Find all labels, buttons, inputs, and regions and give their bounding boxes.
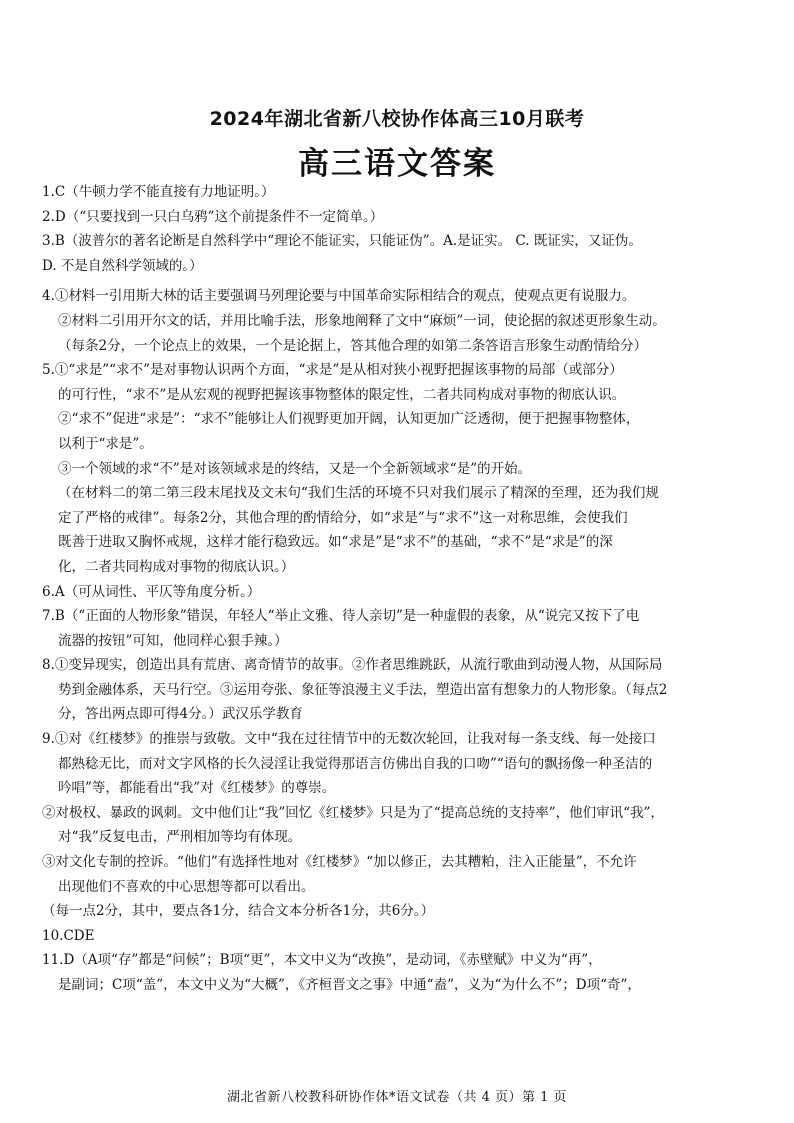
answer-7-line-2: 流器的按钮”可知，他同样心狠手辣。） [58,632,288,649]
answer-1: 1.C（牛顿力学不能直接有力地证明。） [42,184,275,200]
answer-8-line-3: 分，答出两点即可得4分。）武汉乐学教育 [58,706,303,723]
page-title: 高三语文答案 [298,146,496,182]
answer-2: 2.D（“只要找到一只白乌鸦”这个前提条件不一定简单。） [42,208,384,225]
answer-11-line-2: 是副词；C项“盖”，本文中义为“大概”，《齐桓晋文之事》中通“盍”，义为“为什么不”；D项“奇”， [58,977,641,993]
answer-6: 6.A（可从词性、平仄等角度分析。） [42,583,261,600]
answer-5-line-4: 以利于“求是”。 [58,435,153,452]
answer-5-line-9: 化，二者共同构成对事物的彻底认识。） [58,558,295,575]
answer-9-line-5: 对“我”反复电击，严刑相加等均有体现。 [58,829,302,846]
answer-7-line-1: 7.B（“正面的人物形象”错误，年轻人“举止文雅、待人亲切”是一种虚假的表象，从“说完又按下了电 [42,608,640,625]
exam-title: 2024年湖北省新八校协作体高三10月联考 [209,108,585,130]
answer-10: 10.CDE [42,927,95,944]
answer-5-line-6: （在材料二的第二第三段末尾找及文末句“我们生活的环境不只对我们展示了精深的至理，还为我们规 [58,485,659,502]
page-footer: 湖北省新八校教科研协作体*语文试卷（共 4 页）第 1 页 [226,1090,568,1105]
answer-5-line-5: ③一个领域的求“不”是对该领域求是的终结，又是一个全新领域求“是”的开始。 [58,460,532,477]
answer-9-line-4: ②对极权、暴政的讽刺。文中他们让“我”回忆《红楼梦》只是为了“提高总统的支持率”，他们审讯“我”， [42,804,664,821]
answer-9-line-8: （每一点2分，其中，要点各1分，结合文本分析各1分，共6分。） [42,903,435,920]
answer-5-line-2: 的可行性，“求不”是从宏观的视野把握该事物整体的限定性，二者共同构成对事物的彻底认识。 [58,386,626,403]
answer-5-line-8: 既善于进取又胸怀戒规，这样才能行稳致远。如“求是”是“求不”的基础，“求不”是“求是”的深 [58,534,613,551]
answer-9-line-3: 吟唱”等，都能看出“我”对《红楼梦》的尊崇。 [58,780,336,797]
answer-5-line-3: ②“求不”促进“求是”：“求不”能够让人们视野更加开阔，认知更加广泛透彻，便于把握事物整体， [58,411,640,428]
answer-4-line-3: （每条2分，一个论点上的效果，一个是论据上，答其他合理的如第二条答语言形象生动酌情给分） [58,337,648,354]
answer-9-line-1: 9.①对《红楼梦》的推崇与致敬。文中“我在过往情节中的无数次轮回，让我对每一条支线、每一处接口 [42,731,656,748]
answer-4-line-1: 4.①材料一引用斯大林的话主要强调马列理论要与中国革命实际相结合的观点，使观点更有说服力。 [42,288,636,305]
answer-5-line-7: 定了严格的戒律”。每条2分，其他合理的酌情给分，如“求是”与“求不”这一对称思维，会使我们 [58,509,628,526]
answer-5-line-1: 5.①“求是”“求不”是对事物认识两个方面，“求是”是从相对狭小视野把握该事物的局部（或部分） [42,362,623,379]
answer-3-line-2: D. 不是自然科学领域的。） [42,257,203,274]
answer-3-line-1: 3.B（波普尔的著名论断是自然科学中“理论不能证实，只能证伪”。A.是证实。 C. 既证实，又证伪。 [42,233,642,250]
answer-content [42,180,758,998]
answer-8-line-2: 势到金融体系，天马行空。③运用夸张、象征等浪漫主义手法，塑造出富有想象力的人物形象。（每点2 [58,681,668,698]
answer-9-line-6: ③对文化专制的控诉。“他们”有选择性地对《红楼梦》“加以修正，去其糟粕，注入正能量”，不允许 [42,854,637,871]
answer-11-line-1: 11.D（A项“存”都是“问候”；B项“更”，本文中义为“改换”，是动词，《赤壁赋》中义为“再”， [42,952,602,969]
answer-9-line-2: 都熟稔无比，而对文字风格的长久浸淫让我觉得那语言仿佛出自我的口吻”“语句的飘扬像一种圣洁的 [58,755,653,772]
answer-4-line-2: ②材料二引用开尔文的话，并用比喻手法，形象地阐释了文中“麻烦”一词，使论据的叙述更形象生动。 [58,312,666,329]
answer-9-line-7: 出现他们不喜欢的中心思想等都可以看出。 [58,878,315,895]
answer-8-line-1: 8.①变异现实，创造出具有荒唐、离奇情节的故事。②作者思维跳跃，从流行歌曲到动漫人物，从国际局 [42,657,663,674]
